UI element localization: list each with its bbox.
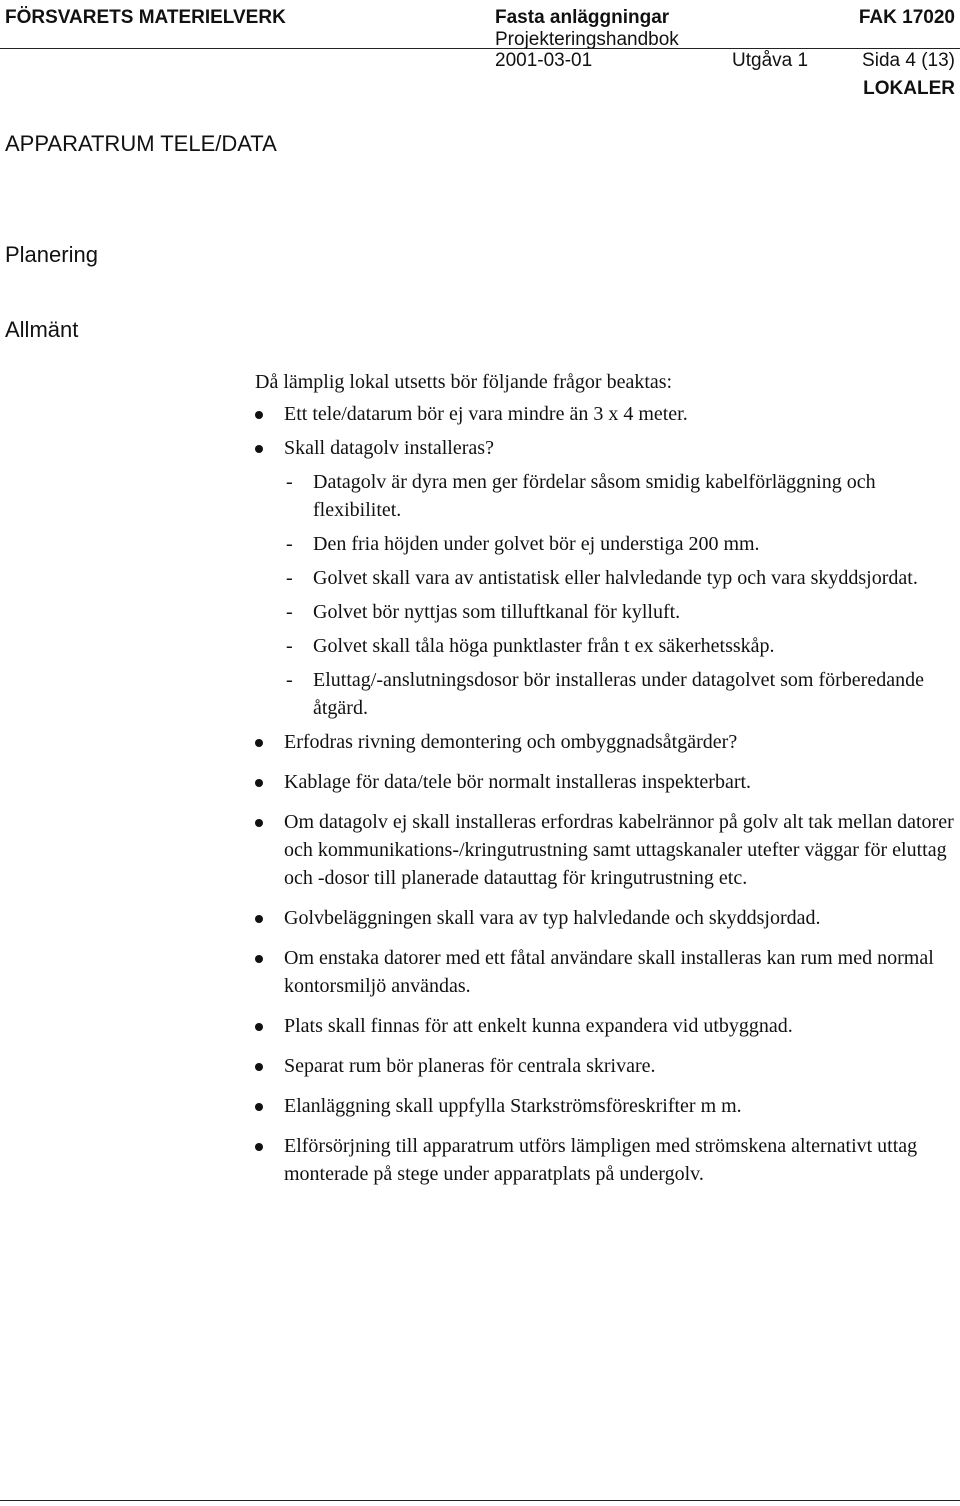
list-item [255, 904, 955, 932]
list-item-text: Elförsörjning till apparatrum utförs lämpligen med strömskena alternativt uttag monterade på stege under apparatplats på undergolv. [284, 1135, 918, 1185]
dash-icon: - [286, 567, 293, 589]
sub-list-item-text: Eluttag/-anslutningsdosor bör installeras under datagolvet som förberedande åtgärd. [313, 669, 924, 719]
bullet-icon [255, 955, 263, 963]
header-edition: Utgåva 1 [732, 50, 809, 71]
sub-list-item-text: Den fria höjden under golvet bör ej understiga 200 mm. [313, 533, 760, 555]
bullet-icon [255, 1143, 263, 1151]
list-item [255, 434, 955, 722]
list-item [255, 1012, 955, 1040]
list-item [255, 1092, 955, 1120]
list-item-text: Skall datagolv installeras? [284, 437, 494, 459]
sub-list-item [284, 598, 955, 626]
list-item-text: Om datagolv ej skall installeras erfordras kabelrännor på golv alt tak mellan datorer och kommunikations-/kringutrustning samt uttagskanaler utefter väggar för eluttag och -dosor till planerade datauttag för kringutrustning etc. [284, 811, 954, 889]
dash-icon: - [286, 471, 293, 493]
sub-list-item [284, 666, 955, 722]
section-heading: Planering [5, 242, 98, 267]
list-item [255, 768, 955, 796]
list-item-text: Om enstaka datorer med ett fåtal användare skall installeras kan rum med normal kontorsmiljö användas. [284, 947, 934, 997]
bullet-list [255, 400, 955, 1188]
header-doc-id: FAK 17020 [858, 7, 955, 28]
list-item [255, 728, 955, 756]
dash-icon: - [286, 635, 293, 657]
sub-list [284, 468, 955, 722]
header-page: Sida 4 (13) [862, 50, 955, 71]
page-title: APPARATRUM TELE/DATA [5, 131, 277, 156]
list-item-text: Erfodras rivning demontering och ombyggnadsåtgärder? [284, 731, 738, 753]
list-item-text: Separat rum bör planeras för centrala skrivare. [284, 1055, 656, 1077]
sub-list-item-text: Golvet skall vara av antistatisk eller halvledande typ och vara skyddsjordat. [313, 567, 918, 589]
bullet-icon [255, 1103, 263, 1111]
bullet-icon [255, 739, 263, 747]
sub-list-item-text: Golvet skall tåla höga punktlaster från t ex säkerhetsskåp. [313, 635, 775, 657]
bullet-icon [255, 411, 263, 419]
subsection-heading: Allmänt [5, 317, 79, 342]
list-item-text: Kablage för data/tele bör normalt installeras inspekterbart. [284, 771, 752, 793]
list-item [255, 1132, 955, 1188]
list-item-text: Elanläggning skall uppfylla Starkströmsföreskrifter m m. [284, 1095, 742, 1117]
header-chapter: LOKALER [863, 78, 955, 99]
list-item [255, 1052, 955, 1080]
list-item [255, 808, 955, 892]
dash-icon: - [286, 601, 293, 623]
bullet-icon [255, 1023, 263, 1031]
bullet-icon [255, 779, 263, 787]
list-item [255, 400, 955, 428]
bullet-icon [255, 445, 263, 453]
header-rule [0, 48, 960, 49]
dash-icon: - [286, 669, 293, 691]
bullet-icon [255, 819, 263, 827]
sub-list-item [284, 468, 955, 524]
footer-rule [0, 1500, 960, 1501]
sub-list-item-text: Datagolv är dyra men ger fördelar såsom smidig kabelförläggning och flexibilitet. [313, 471, 876, 521]
sub-list-item [284, 564, 955, 592]
sub-list-item [284, 530, 955, 558]
dash-icon: - [286, 533, 293, 555]
intro-text: Då lämplig lokal utsetts bör följande frågor beaktas: [255, 371, 673, 393]
bullet-icon [255, 1063, 263, 1071]
sub-list-item [284, 632, 955, 660]
list-item [255, 944, 955, 1000]
header-handbook: Projekteringshandbok [495, 29, 679, 50]
header-category: Fasta anläggningar [495, 7, 670, 28]
list-item-text: Ett tele/datarum bör ej vara mindre än 3 x 4 meter. [284, 403, 688, 425]
header-org: FÖRSVARETS MATERIELVERK [5, 7, 286, 28]
header-date: 2001-03-01 [495, 50, 593, 71]
body-text [255, 368, 955, 1200]
bullet-icon [255, 915, 263, 923]
list-item-text: Golvbeläggningen skall vara av typ halvledande och skyddsjordad. [284, 907, 821, 929]
sub-list-item-text: Golvet bör nyttjas som tilluftkanal för kylluft. [313, 601, 681, 623]
list-item-text: Plats skall finnas för att enkelt kunna expandera vid utbyggnad. [284, 1015, 793, 1037]
